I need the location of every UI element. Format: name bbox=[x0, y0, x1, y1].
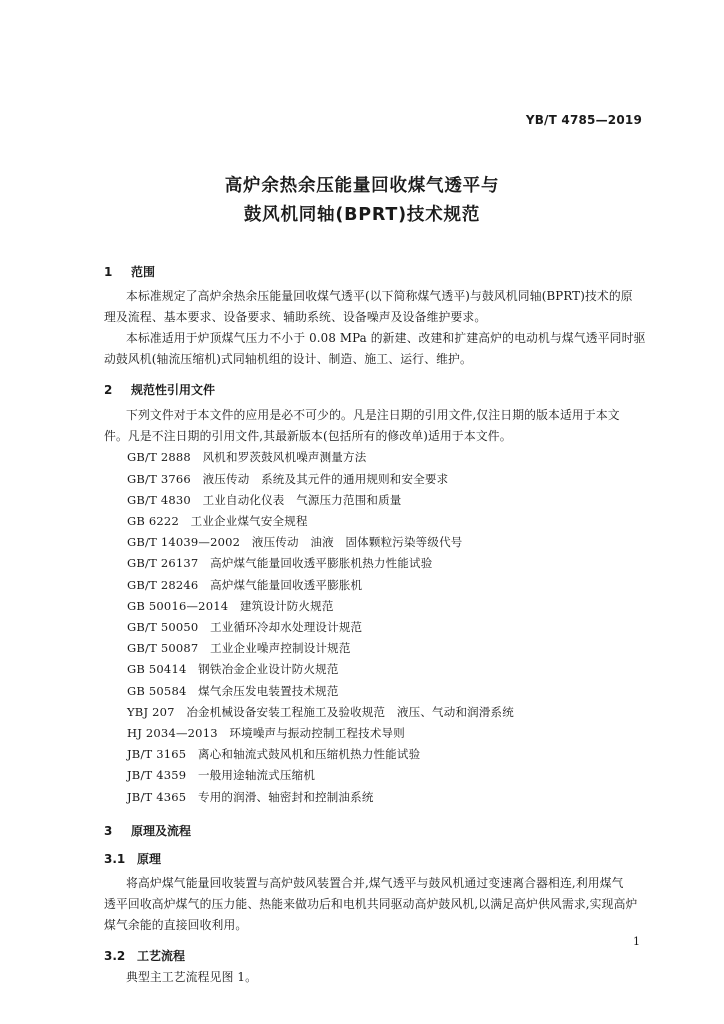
paragraph-line: 将高炉煤气能量回收装置与高炉鼓风装置合并,煤气透平与鼓风机通过变速离合器相连,利用煤气 bbox=[126, 876, 624, 890]
section-3-heading bbox=[104, 822, 191, 839]
paragraph-line: 本标准适用于炉顶煤气压力不小于 0.08 MPa 的新建、改建和扩建高炉的电动机与煤气透平同时驱 bbox=[126, 331, 646, 345]
paragraph-line: 典型主工艺流程见图 1。 bbox=[126, 970, 258, 984]
page-number: 1 bbox=[633, 935, 640, 948]
subsection-number: 3.1 bbox=[104, 852, 126, 866]
paragraph-line: 下列文件对于本文件的应用是必不可少的。凡是注日期的引用文件,仅注日期的版本适用于本文 bbox=[126, 408, 620, 422]
reference-item: GB 50414 钢铁冶金企业设计防火规范 bbox=[127, 662, 339, 676]
subsection-title: 工艺流程 bbox=[137, 949, 186, 963]
reference-item: GB/T 4830 工业自动化仪表 气源压力范围和质量 bbox=[127, 493, 402, 507]
reference-item: GB 50584 煤气余压发电装置技术规范 bbox=[127, 684, 339, 698]
section-title: 范围 bbox=[131, 265, 156, 279]
subsection-3-1-heading bbox=[104, 850, 161, 867]
paragraph-line: 本标准规定了高炉余热余压能量回收煤气透平(以下简称煤气透平)与鼓风机同轴(BPRT)技术的原 bbox=[126, 289, 633, 303]
paragraph-line: 透平回收高炉煤气的压力能、热能来做功后和电机共同驱动高炉鼓风机,以满足高炉供风需求,实现高炉 bbox=[104, 897, 638, 911]
subsection-number: 3.2 bbox=[104, 949, 126, 963]
section-number: 1 bbox=[104, 265, 113, 279]
paragraph-line: 动鼓风机(轴流压缩机)式同轴机组的设计、制造、施工、运行、维护。 bbox=[104, 352, 472, 366]
reference-item: JB/T 4365 专用的润滑、轴密封和控制油系统 bbox=[127, 790, 374, 804]
reference-item: GB/T 50087 工业企业噪声控制设计规范 bbox=[127, 641, 351, 655]
reference-item: GB 6222 工业企业煤气安全规程 bbox=[127, 514, 308, 528]
reference-item: GB/T 3766 液压传动 系统及其元件的通用规则和安全要求 bbox=[127, 472, 449, 486]
reference-item: JB/T 3165 离心和轴流式鼓风机和压缩机热力性能试验 bbox=[127, 747, 421, 761]
reference-item: GB 50016—2014 建筑设计防火规范 bbox=[127, 599, 334, 613]
section-number: 3 bbox=[104, 824, 113, 838]
document-title-line-1: 高炉余热余压能量回收煤气透平与 bbox=[224, 176, 500, 196]
paragraph-line: 件。凡是不注日期的引用文件,其最新版本(包括所有的修改单)适用于本文件。 bbox=[104, 429, 512, 443]
reference-item: GB/T 26137 高炉煤气能量回收透平膨胀机热力性能试验 bbox=[127, 556, 433, 570]
section-2-heading bbox=[104, 381, 215, 398]
reference-item: HJ 2034—2013 环境噪声与振动控制工程技术导则 bbox=[127, 726, 405, 740]
subsection-title: 原理 bbox=[137, 852, 162, 866]
reference-item: YBJ 207 冶金机械设备安装工程施工及验收规范 液压、气动和润滑系统 bbox=[127, 705, 514, 719]
section-title: 规范性引用文件 bbox=[131, 383, 216, 397]
reference-item: GB/T 28246 高炉煤气能量回收透平膨胀机 bbox=[127, 578, 363, 592]
paragraph-line: 煤气余能的直接回收利用。 bbox=[104, 918, 248, 932]
subsection-3-2-heading bbox=[104, 947, 185, 964]
document-title-line-2: 鼓风机同轴(BPRT)技术规范 bbox=[243, 205, 481, 225]
reference-item: GB/T 50050 工业循环冷却水处理设计规范 bbox=[127, 620, 363, 634]
reference-item: JB/T 4359 一般用途轴流式压缩机 bbox=[127, 768, 316, 782]
paragraph-line: 理及流程、基本要求、设备要求、辅助系统、设备噪声及设备维护要求。 bbox=[104, 310, 487, 324]
standard-code: YB/T 4785—2019 bbox=[525, 113, 642, 127]
section-1-heading bbox=[104, 263, 155, 280]
section-number: 2 bbox=[104, 383, 113, 397]
reference-item: GB/T 14039—2002 液压传动 油液 固体颗粒污染等级代号 bbox=[127, 535, 463, 549]
reference-item: GB/T 2888 风机和罗茨鼓风机噪声测量方法 bbox=[127, 450, 367, 464]
section-title: 原理及流程 bbox=[131, 824, 192, 838]
